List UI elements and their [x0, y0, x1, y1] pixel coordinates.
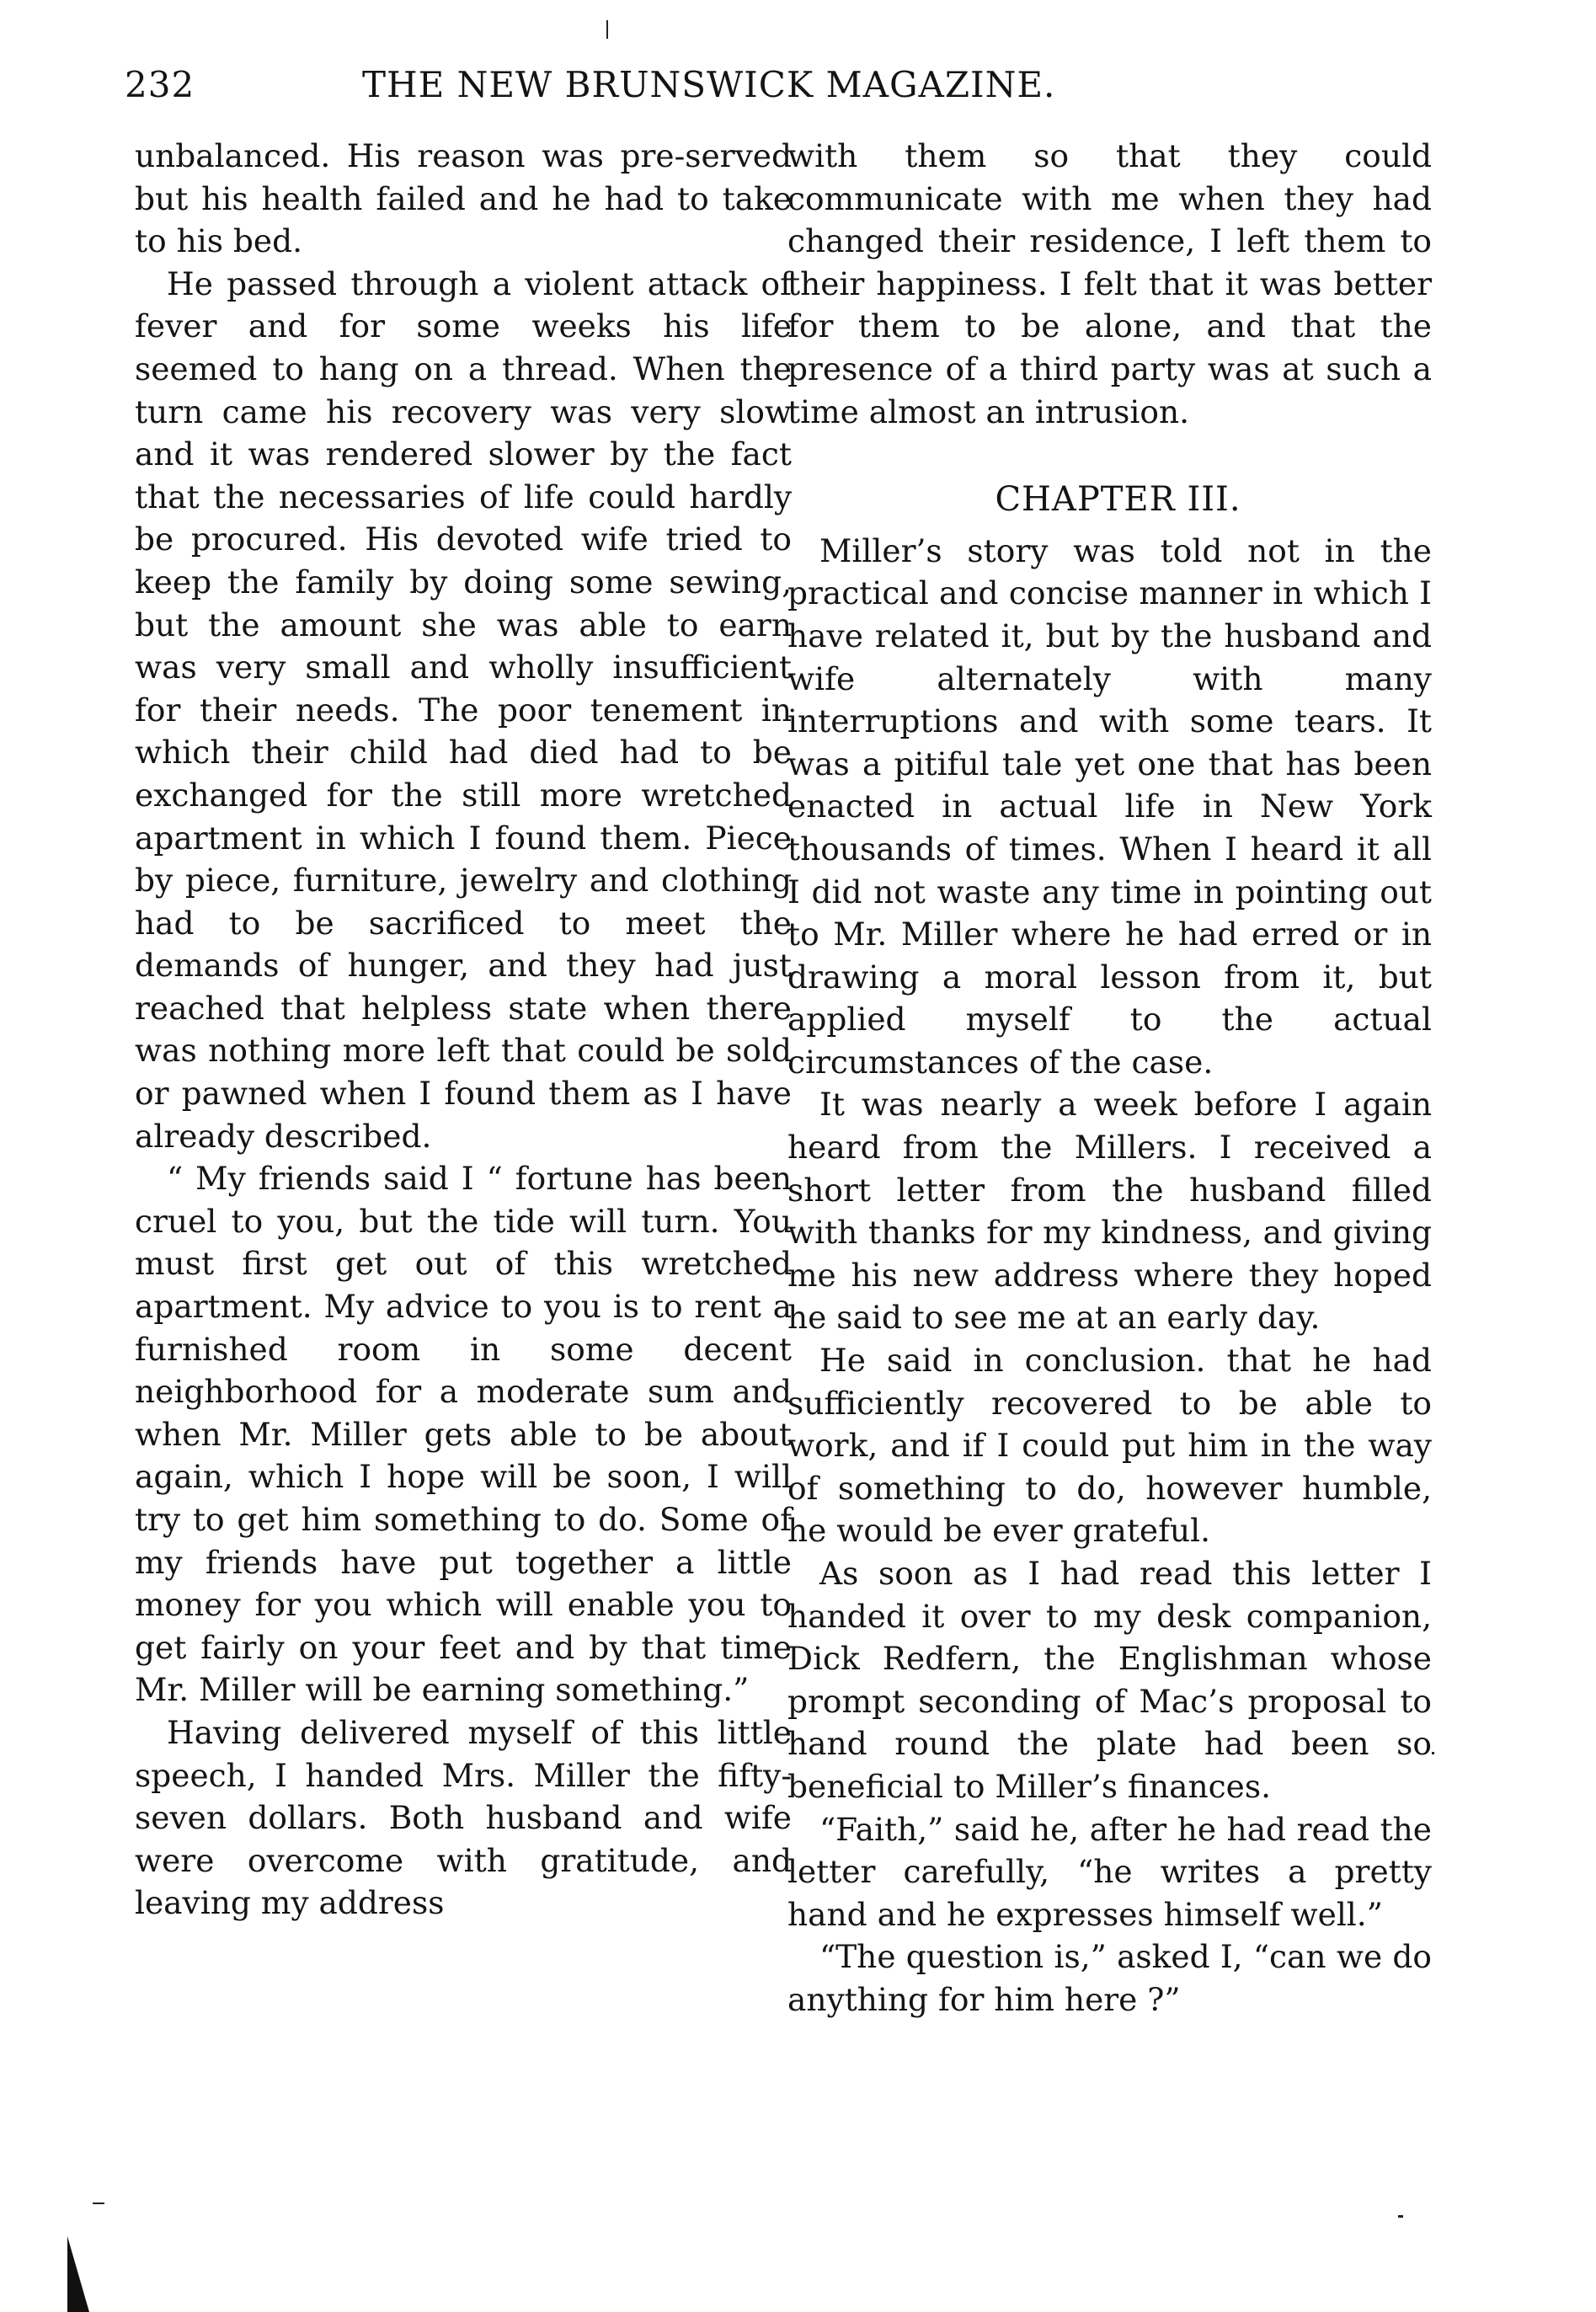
page-header [109, 59, 1078, 109]
print-speck [1432, 1752, 1434, 1754]
print-speck [606, 20, 608, 39]
print-speck [93, 2203, 104, 2204]
print-speck [1398, 2215, 1403, 2218]
running-head-title: THE NEW BRUNSWICK MAGAZINE. [362, 64, 1056, 105]
paragraph: “The question is,” asked I, “can we do anything for him here ?” [787, 1938, 1432, 2018]
page-number: 232 [125, 64, 195, 105]
chapter-heading: CHAPTER III. [995, 480, 1241, 520]
paragraph: He said in conclusion. that he had sufficiently recovered to be able to work, and if I could put him in the way of something to do, however humble, he would be ever grateful. [787, 1342, 1432, 1550]
paragraph: Having delivered myself of this little speech, I handed Mrs. Miller the fifty-seven dollars. Both husband and wife were overcome with gratitude, and leaving my address [135, 1713, 792, 1922]
paragraph: He passed through a violent attack of fever and for some weeks his life seemed to hang on a thread. When the turn came his recovery was very slow and it was rendered slower by the fact that the necessaries of life could hardly be procured. His devoted wife tried to keep the family by doing some sewing, but the amount she was able to earn was very small and wholly insufficient for their needs. The poor tenement in which their child had died had to be exchanged for the still more wretched apartment in which I found them. Piece by piece, furniture, jewelry and clothing had to be sacrificed to meet the demands of hunger, and they had just reached that helpless state when there was nothing more left that could be sold or pawned when I found them as I have already described. [135, 264, 792, 1155]
right-column [779, 135, 1432, 2021]
left-column [126, 135, 792, 1925]
page-corner-mark [67, 2236, 89, 2312]
paragraph: Miller’s story was told not in the practical and concise manner in which I have related it, but by the husband and wife alternately with many interruptions and with some tears. It was a pitiful tale yet one that has been enacted in actual life in New York thousands of times. When I heard it all I did not waste any time in pointing out to Mr. Miller where he had erred or in drawing a moral lesson from it, but applied myself to the actual circumstances of the case. [787, 531, 1432, 1081]
paragraph: It was nearly a week before I again heard from the Millers. I received a short letter from the husband filled with thanks for my kindness, and giving me his new address where they hoped he said to see me at an early day. [787, 1086, 1432, 1337]
paragraph: As soon as I had read this letter I handed it over to my desk companion, Dick Redfern, the Englishman whose prompt seconding of Mac’s proposal to hand round the plate had been so beneficial to Miller’s finances. [787, 1555, 1432, 1805]
paragraph: with them so that they could communicate with me when they had changed their residence, I left them to their happiness. I felt that it was better for them to be alone, and that the presence of a third party was at such a time almost an intrusion. [787, 137, 1432, 430]
paragraph: unbalanced. His reason was pre-served but his health failed and he had to take to his bed. [135, 137, 792, 260]
paragraph: “Faith,” said he, after he had read the letter carefully, “he writes a pretty hand and he expresses himself well.” [787, 1810, 1432, 1933]
paragraph: “ My friends said I “ fortune has been cruel to you, but the tide will turn. You must first get out of this wretched apartment. My advice to you is to rent a furnished room in some decent neighborhood for a moderate sum and when Mr. Miller gets able to be about again, which I hope will be soon, I will try to get him something to do. Some of my friends have put together a little money for you which will enable you to get fairly on your feet and by that time Mr. Miller will be earning something.” [135, 1160, 792, 1709]
